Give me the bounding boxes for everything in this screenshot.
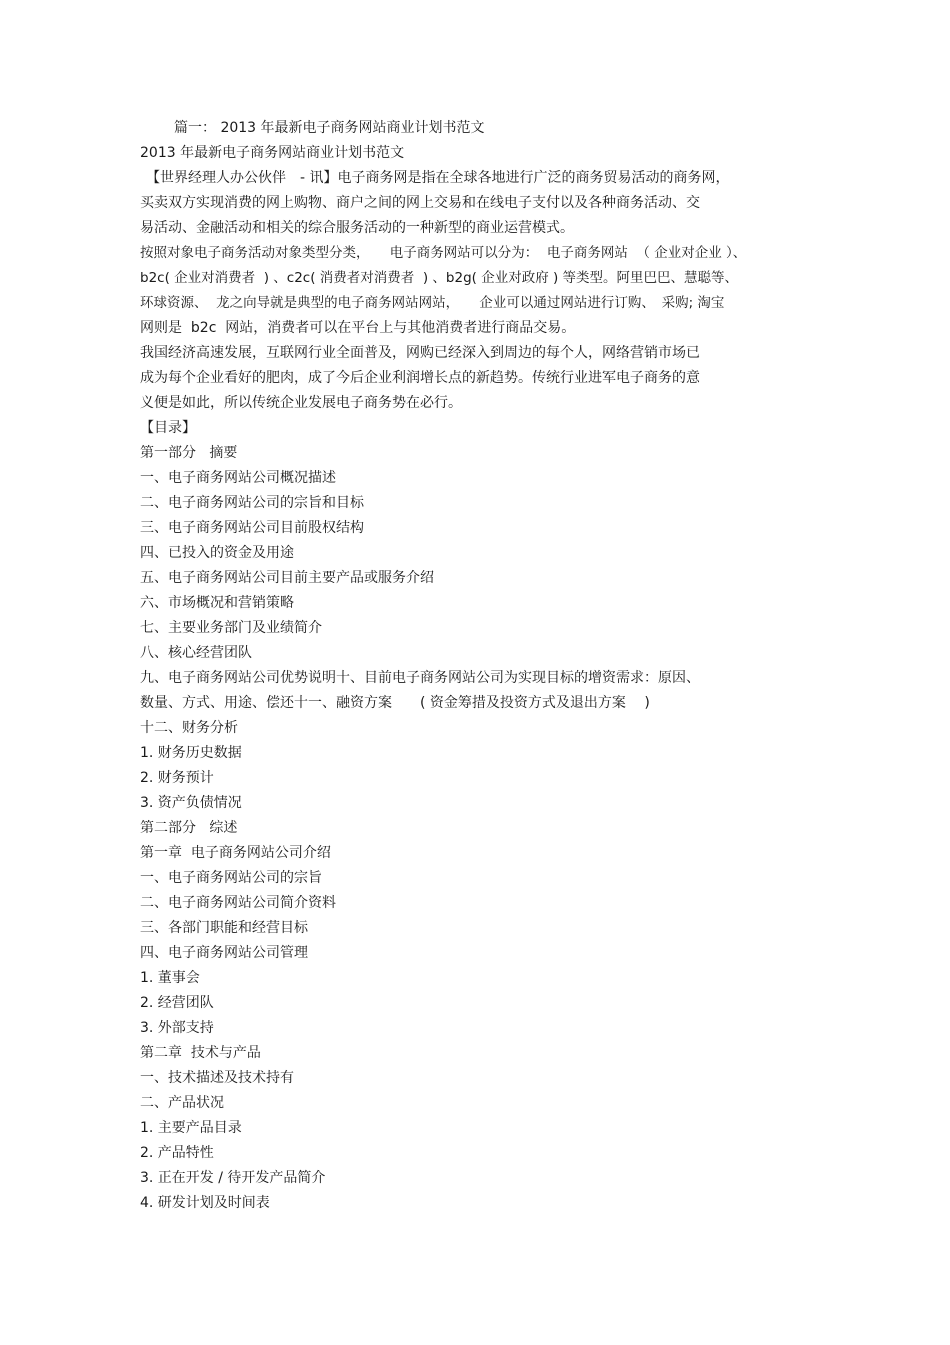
toc-item: 第二章 技术与产品 [140,1045,261,1061]
intro-line: 成为每个企业看好的肥肉，成了今后企业利润增长点的新趋势。传统行业进军电子商务的意 [140,370,700,386]
toc-item: 二、电子商务网站公司简介资料 [140,895,336,911]
toc-item: 2. 产品特性 [140,1145,214,1161]
document-title: 2013 年最新电子商务网站商业计划书范文 [140,145,405,161]
toc-item: 四、已投入的资金及用途 [140,545,294,561]
toc-item: 3. 正在开发 / 待开发产品简介 [140,1170,326,1186]
toc-item: 四、电子商务网站公司管理 [140,945,308,961]
intro-line: 网则是 b2c 网站，消费者可以在平台上与其他消费者进行商品交易。 [140,320,576,336]
toc-item: 七、主要业务部门及业绩简介 [140,620,322,636]
toc-item: 一、电子商务网站公司概况描述 [140,470,336,486]
toc-item: 第一章 电子商务网站公司介绍 [140,845,331,861]
toc-item: 2. 财务预计 [140,770,214,786]
toc-item: 二、产品状况 [140,1095,224,1111]
intro-line: 易活动、金融活动和相关的综合服务活动的一种新型的商业运营模式。 [140,220,574,236]
toc-item: 三、各部门职能和经营目标 [140,920,308,936]
toc-item: 九、电子商务网站公司优势说明十、目前电子商务网站公司为实现目标的增资需求：原因、 [140,670,700,686]
toc-item: 第二部分 综述 [140,820,238,836]
toc-item: 2. 经营团队 [140,995,214,1011]
toc-item: 十二、财务分析 [140,720,238,736]
toc-item: 数量、方式、用途、偿还十一、融资方案 ( 资金筹措及投资方式及退出方案 ) [140,695,650,711]
toc-item: 一、技术描述及技术持有 [140,1070,294,1086]
intro-line: 【世界经理人办公伙伴 - 讯】电子商务网是指在全球各地进行广泛的商务贸易活动的商务网， [146,170,730,186]
intro-line: 我国经济高速发展，互联网行业全面普及，网购已经深入到周边的每个人，网络营销市场已 [140,345,700,361]
toc-item: 五、电子商务网站公司目前主要产品或服务介绍 [140,570,434,586]
toc-item: 3. 外部支持 [140,1020,214,1036]
toc-item: 第一部分 摘要 [140,445,238,461]
toc-heading: 【目录】 [140,420,196,436]
intro-line: 环球资源、 龙之向导就是典型的电子商务网站网站， 企业可以通过网站进行订购、 采购; 淘宝 [140,295,725,311]
toc-item: 1. 财务历史数据 [140,745,242,761]
toc-item: 二、电子商务网站公司的宗旨和目标 [140,495,364,511]
toc-item: 一、电子商务网站公司的宗旨 [140,870,322,886]
toc-item: 1. 主要产品目录 [140,1120,242,1136]
intro-line: 义便是如此，所以传统企业发展电子商务势在必行。 [140,395,462,411]
toc-item: 1. 董事会 [140,970,200,986]
heading-line: 篇一： 2013 年最新电子商务网站商业计划书范文 [174,120,485,136]
toc-item: 3. 资产负债情况 [140,795,242,811]
toc-item: 三、电子商务网站公司目前股权结构 [140,520,364,536]
intro-line: 买卖双方实现消费的网上购物、商户之间的网上交易和在线电子支付以及各种商务活动、交 [140,195,700,211]
toc-item: 六、市场概况和营销策略 [140,595,294,611]
toc-item: 八、核心经营团队 [140,645,252,661]
toc-item: 4. 研发计划及时间表 [140,1195,270,1211]
intro-line: 按照对象电子商务活动对象类型分类， 电子商务网站可以分为： 电子商务网站 （ 企业对企业 ）、 [140,245,747,261]
intro-line: b2c( 企业对消费者 ) 、c2c( 消费者对消费者 ) 、b2g( 企业对政府 ) 等类型。阿里巴巴、慧聪等、 [140,270,739,286]
